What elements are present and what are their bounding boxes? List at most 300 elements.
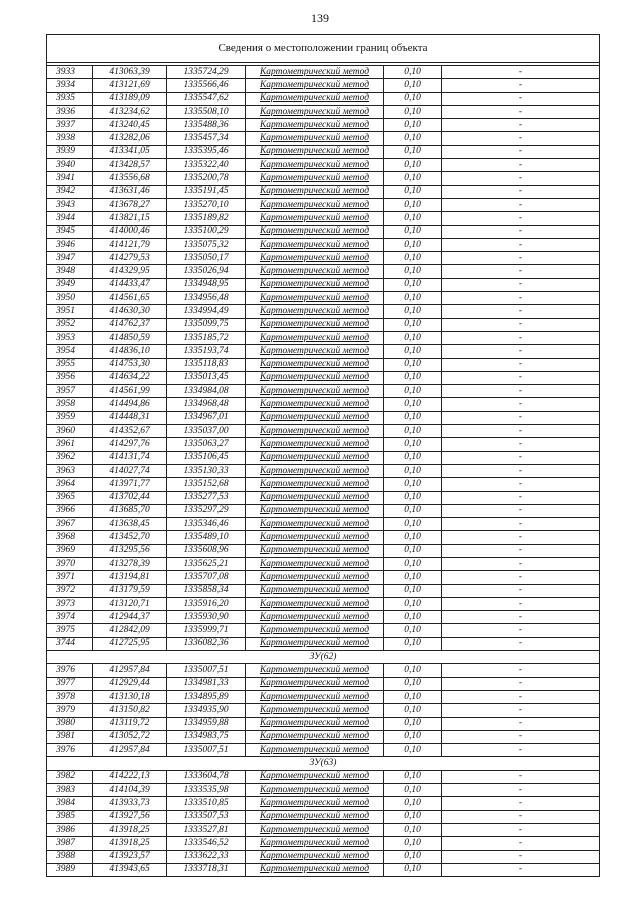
precision-cell: 0,10 [384,571,442,584]
method-cell: Картометрический метод [246,677,384,690]
point-number-cell: 3955 [47,358,93,371]
coord-x-cell: 414561,99 [93,385,167,398]
precision-cell: 0,10 [384,371,442,384]
point-number-cell: 3939 [47,145,93,158]
precision-cell: 0,10 [384,664,442,677]
method-cell: Картометрический метод [246,159,384,172]
note-cell: - [442,212,600,225]
precision-cell: 0,10 [384,478,442,491]
note-cell: - [442,584,600,597]
table-row [47,438,600,451]
coord-x-cell: 413638,45 [93,518,167,531]
point-number-cell: 3956 [47,371,93,384]
precision-cell: 0,10 [384,611,442,624]
coord-y-cell: 1335037,00 [167,425,246,438]
point-number-cell: 3935 [47,92,93,105]
coord-y-cell: 1335152,68 [167,478,246,491]
coord-x-cell: 413052,72 [93,730,167,743]
precision-cell: 0,10 [384,345,442,358]
method-cell: Картометрический метод [246,66,384,79]
method-cell: Картометрический метод [246,823,384,836]
table-row [47,265,600,278]
note-cell: - [442,238,600,251]
coord-x-cell: 413685,70 [93,504,167,517]
note-cell: - [442,265,600,278]
coord-x-cell: 413282,06 [93,132,167,145]
precision-cell: 0,10 [384,278,442,291]
precision-cell: 0,10 [384,305,442,318]
table-row [47,717,600,730]
coord-x-cell: 414448,31 [93,411,167,424]
precision-cell: 0,10 [384,92,442,105]
coord-x-cell: 414297,76 [93,438,167,451]
point-number-cell: 3965 [47,491,93,504]
coord-x-cell: 414836,10 [93,345,167,358]
coord-y-cell: 1333622,33 [167,850,246,863]
coord-y-cell: 1334935,90 [167,704,246,717]
precision-cell: 0,10 [384,438,442,451]
point-number-cell: 3949 [47,278,93,291]
coord-x-cell: 414121,79 [93,238,167,251]
coord-x-cell: 413933,73 [93,797,167,810]
point-number-cell: 3969 [47,544,93,557]
coord-x-cell: 413631,46 [93,185,167,198]
table-row [47,318,600,331]
note-cell: - [442,850,600,863]
note-cell: - [442,823,600,836]
point-number-cell: 3977 [47,677,93,690]
point-number-cell: 3962 [47,451,93,464]
method-cell: Картометрический метод [246,185,384,198]
coord-x-cell: 412957,84 [93,664,167,677]
point-number-cell: 3981 [47,730,93,743]
point-number-cell: 3954 [47,345,93,358]
method-cell: Картометрический метод [246,624,384,637]
method-cell: Картометрический метод [246,451,384,464]
note-cell: - [442,544,600,557]
note-cell: - [442,132,600,145]
table-row [47,79,600,92]
table-row [47,105,600,118]
point-number-cell: 3974 [47,611,93,624]
table-row [47,185,600,198]
point-number-cell: 3980 [47,717,93,730]
point-number-cell: 3978 [47,690,93,703]
precision-cell: 0,10 [384,398,442,411]
coord-x-cell: 413278,39 [93,557,167,570]
point-number-cell: 3933 [47,66,93,79]
note-cell: - [442,837,600,850]
table-row [47,730,600,743]
method-cell: Картометрический метод [246,837,384,850]
table-body [47,35,600,877]
coord-x-cell: 413702,44 [93,491,167,504]
precision-cell: 0,10 [384,850,442,863]
coord-y-cell: 1335608,96 [167,544,246,557]
coord-x-cell: 413923,57 [93,850,167,863]
coord-x-cell: 414352,67 [93,425,167,438]
coord-y-cell: 1335346,46 [167,518,246,531]
point-number-cell: 3963 [47,464,93,477]
coord-y-cell: 1335075,32 [167,238,246,251]
method-cell: Картометрический метод [246,491,384,504]
point-number-cell: 3941 [47,172,93,185]
method-cell: Картометрический метод [246,704,384,717]
coord-y-cell: 1334994,49 [167,305,246,318]
table-row [47,823,600,836]
precision-cell: 0,10 [384,119,442,132]
coord-y-cell: 1335200,78 [167,172,246,185]
coord-x-cell: 413189,09 [93,92,167,105]
note-cell: - [442,252,600,265]
method-cell: Картометрический метод [246,212,384,225]
coord-y-cell: 1335707,08 [167,571,246,584]
precision-cell: 0,10 [384,331,442,344]
precision-cell: 0,10 [384,544,442,557]
precision-cell: 0,10 [384,105,442,118]
note-cell: - [442,398,600,411]
point-number-cell: 3945 [47,225,93,238]
point-number-cell: 3957 [47,385,93,398]
table-row [47,770,600,783]
coord-x-cell: 412944,37 [93,611,167,624]
coord-y-cell: 1335508,10 [167,105,246,118]
method-cell: Картометрический метод [246,411,384,424]
coord-x-cell: 413452,70 [93,531,167,544]
coord-x-cell: 413428,57 [93,159,167,172]
coord-y-cell: 1335858,34 [167,584,246,597]
method-cell: Картометрический метод [246,198,384,211]
table-row [47,584,600,597]
point-number-cell: 3947 [47,252,93,265]
note-cell: - [442,504,600,517]
coord-y-cell: 1334895,89 [167,690,246,703]
method-cell: Картометрический метод [246,105,384,118]
method-cell: Картометрический метод [246,770,384,783]
point-number-cell: 3942 [47,185,93,198]
method-cell: Картометрический метод [246,358,384,371]
point-number-cell: 3973 [47,597,93,610]
table-row [47,557,600,570]
note-cell: - [442,425,600,438]
point-number-cell: 3940 [47,159,93,172]
coord-x-cell: 414000,46 [93,225,167,238]
precision-cell: 0,10 [384,837,442,850]
coord-x-cell: 414329,95 [93,265,167,278]
method-cell: Картометрический метод [246,464,384,477]
precision-cell: 0,10 [384,624,442,637]
point-number-cell: 3943 [47,198,93,211]
method-cell: Картометрический метод [246,425,384,438]
coord-y-cell: 1335488,36 [167,119,246,132]
table-row [47,664,600,677]
coord-x-cell: 413179,59 [93,584,167,597]
note-cell: - [442,292,600,305]
point-number-cell: 3972 [47,584,93,597]
note-cell: - [442,225,600,238]
precision-cell: 0,10 [384,198,442,211]
precision-cell: 0,10 [384,451,442,464]
boundary-coordinates-table [46,34,600,877]
coord-y-cell: 1335724,29 [167,66,246,79]
coord-y-cell: 1335193,74 [167,345,246,358]
precision-cell: 0,10 [384,784,442,797]
coord-x-cell: 414850,59 [93,331,167,344]
coord-y-cell: 1334967,01 [167,411,246,424]
precision-cell: 0,10 [384,531,442,544]
coord-x-cell: 413821,15 [93,212,167,225]
coord-x-cell: 414222,13 [93,770,167,783]
coord-x-cell: 414634,22 [93,371,167,384]
coord-x-cell: 412929,44 [93,677,167,690]
coord-x-cell: 412725,95 [93,637,167,650]
coord-y-cell: 1333507,53 [167,810,246,823]
precision-cell: 0,10 [384,690,442,703]
coord-x-cell: 414027,74 [93,464,167,477]
precision-cell: 0,10 [384,491,442,504]
coord-x-cell: 413234,62 [93,105,167,118]
table-row [47,358,600,371]
table-row [47,252,600,265]
precision-cell: 0,10 [384,557,442,570]
table-row [47,504,600,517]
method-cell: Картометрический метод [246,571,384,584]
coord-y-cell: 1335322,40 [167,159,246,172]
coord-y-cell: 1335270,10 [167,198,246,211]
section-label: ЗУ(63) [47,757,600,770]
method-cell: Картометрический метод [246,172,384,185]
note-cell: - [442,730,600,743]
method-cell: Картометрический метод [246,278,384,291]
table-row [47,544,600,557]
note-cell: - [442,66,600,79]
point-number-cell: 3970 [47,557,93,570]
table-row [47,491,600,504]
precision-cell: 0,10 [384,318,442,331]
precision-cell: 0,10 [384,677,442,690]
note-cell: - [442,345,600,358]
coord-y-cell: 1335625,21 [167,557,246,570]
precision-cell: 0,10 [384,863,442,876]
coord-y-cell: 1335099,75 [167,318,246,331]
coord-y-cell: 1335026,94 [167,265,246,278]
note-cell: - [442,784,600,797]
point-number-cell: 3936 [47,105,93,118]
table-title: Сведения о местоположении границ объекта [47,35,600,63]
coord-y-cell: 1333604,78 [167,770,246,783]
coord-x-cell: 413063,39 [93,66,167,79]
coord-y-cell: 1333535,98 [167,784,246,797]
precision-cell: 0,10 [384,265,442,278]
note-cell: - [442,518,600,531]
table-row [47,744,600,757]
precision-cell: 0,10 [384,411,442,424]
coord-y-cell: 1335191,45 [167,185,246,198]
coord-y-cell: 1334948,95 [167,278,246,291]
point-number-cell: 3988 [47,850,93,863]
table-row [47,331,600,344]
method-cell: Картометрический метод [246,690,384,703]
coord-x-cell: 414753,30 [93,358,167,371]
coord-y-cell: 1335007,51 [167,664,246,677]
precision-cell: 0,10 [384,172,442,185]
note-cell: - [442,611,600,624]
point-number-cell: 3951 [47,305,93,318]
point-number-cell: 3961 [47,438,93,451]
method-cell: Картометрический метод [246,371,384,384]
coord-y-cell: 1335013,45 [167,371,246,384]
point-number-cell: 3987 [47,837,93,850]
point-number-cell: 3976 [47,744,93,757]
coord-x-cell: 414762,37 [93,318,167,331]
point-number-cell: 3971 [47,571,93,584]
coord-y-cell: 1335489,10 [167,531,246,544]
precision-cell: 0,10 [384,238,442,251]
point-number-cell: 3983 [47,784,93,797]
point-number-cell: 3960 [47,425,93,438]
note-cell: - [442,105,600,118]
method-cell: Картометрический метод [246,478,384,491]
table-row [47,345,600,358]
method-cell: Картометрический метод [246,318,384,331]
method-cell: Картометрический метод [246,730,384,743]
precision-cell: 0,10 [384,704,442,717]
coord-y-cell: 1335189,82 [167,212,246,225]
table-row [47,850,600,863]
method-cell: Картометрический метод [246,145,384,158]
table-row [47,837,600,850]
table-row [47,571,600,584]
table-row [47,66,600,79]
note-cell: - [442,79,600,92]
coord-x-cell: 414494,86 [93,398,167,411]
method-cell: Картометрический метод [246,584,384,597]
point-number-cell: 3946 [47,238,93,251]
table-row [47,597,600,610]
note-cell: - [442,119,600,132]
page-number: 139 [311,11,329,25]
note-cell: - [442,664,600,677]
precision-cell: 0,10 [384,79,442,92]
table-row [47,159,600,172]
table-row [47,212,600,225]
section-row [47,757,600,770]
note-cell: - [442,770,600,783]
table-row [47,398,600,411]
note-cell: - [442,371,600,384]
note-cell: - [442,717,600,730]
coord-y-cell: 1334968,48 [167,398,246,411]
precision-cell: 0,10 [384,225,442,238]
method-cell: Картометрический метод [246,810,384,823]
table-row [47,464,600,477]
table-row [47,863,600,876]
table-row [47,278,600,291]
method-cell: Картометрический метод [246,252,384,265]
coord-x-cell: 413341,05 [93,145,167,158]
method-cell: Картометрический метод [246,637,384,650]
point-number-cell: 3964 [47,478,93,491]
coord-y-cell: 1335277,53 [167,491,246,504]
note-cell: - [442,690,600,703]
table-row [47,624,600,637]
method-cell: Картометрический метод [246,92,384,105]
precision-cell: 0,10 [384,212,442,225]
point-number-cell: 3937 [47,119,93,132]
method-cell: Картометрический метод [246,597,384,610]
point-number-cell: 3986 [47,823,93,836]
note-cell: - [442,92,600,105]
point-number-cell: 3982 [47,770,93,783]
table-row [47,172,600,185]
method-cell: Картометрический метод [246,784,384,797]
table-row [47,145,600,158]
precision-cell: 0,10 [384,252,442,265]
section-label: ЗУ(62) [47,651,600,664]
precision-cell: 0,10 [384,66,442,79]
coord-x-cell: 414104,39 [93,784,167,797]
table-row [47,225,600,238]
coord-x-cell: 413556,68 [93,172,167,185]
method-cell: Картометрический метод [246,544,384,557]
coord-x-cell: 413119,72 [93,717,167,730]
method-cell: Картометрический метод [246,292,384,305]
method-cell: Картометрический метод [246,863,384,876]
note-cell: - [442,159,600,172]
coord-x-cell: 413918,25 [93,823,167,836]
table-row [47,531,600,544]
coord-y-cell: 1335457,34 [167,132,246,145]
precision-cell: 0,10 [384,823,442,836]
coord-x-cell: 413240,45 [93,119,167,132]
coord-x-cell: 413943,65 [93,863,167,876]
note-cell: - [442,331,600,344]
coord-y-cell: 1335100,29 [167,225,246,238]
note-cell: - [442,744,600,757]
method-cell: Картометрический метод [246,385,384,398]
table-row [47,132,600,145]
method-cell: Картометрический метод [246,345,384,358]
precision-cell: 0,10 [384,730,442,743]
point-number-cell: 3984 [47,797,93,810]
table-row [47,784,600,797]
method-cell: Картометрический метод [246,225,384,238]
coord-y-cell: 1333510,85 [167,797,246,810]
table-row [47,198,600,211]
coord-y-cell: 1335118,83 [167,358,246,371]
point-number-cell: 3934 [47,79,93,92]
point-number-cell: 3958 [47,398,93,411]
precision-cell: 0,10 [384,717,442,730]
precision-cell: 0,10 [384,637,442,650]
note-cell: - [442,557,600,570]
point-number-cell: 3976 [47,664,93,677]
note-cell: - [442,451,600,464]
note-cell: - [442,810,600,823]
coord-y-cell: 1335130,33 [167,464,246,477]
coord-y-cell: 1334981,33 [167,677,246,690]
coord-y-cell: 1335930,90 [167,611,246,624]
method-cell: Картометрический метод [246,238,384,251]
method-cell: Картометрический метод [246,850,384,863]
note-cell: - [442,571,600,584]
coord-y-cell: 1335566,46 [167,79,246,92]
note-cell: - [442,704,600,717]
precision-cell: 0,10 [384,810,442,823]
coord-y-cell: 1333718,31 [167,863,246,876]
method-cell: Картометрический метод [246,119,384,132]
table-row [47,478,600,491]
